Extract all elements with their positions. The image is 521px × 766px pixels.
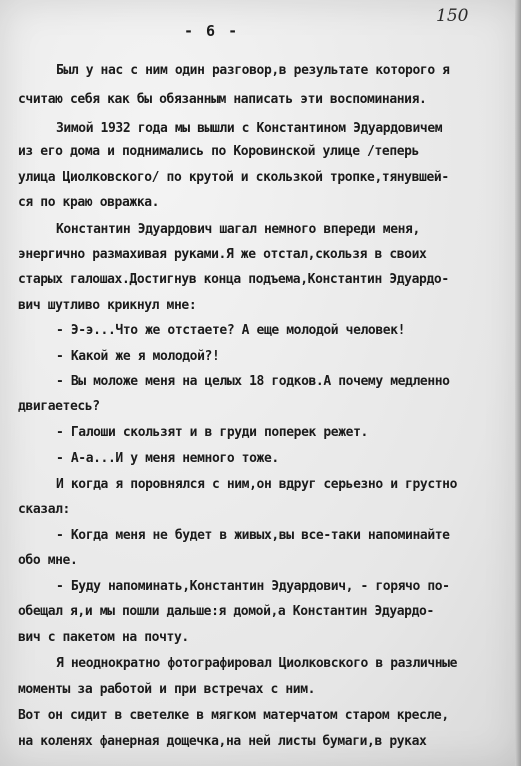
dialogue-line: - Буду напоминать,Константин Эдуардович, - горячо по- [56, 579, 450, 594]
dialogue-line: - Какой же я молодой?! [56, 349, 220, 364]
text-line: Был у нас с ним один разговор,в результате которого я [56, 63, 450, 78]
text-line: И когда я поровнялся с ним,он вдруг серьезно и грустно [56, 477, 458, 492]
text-line: ся по краю овражка. [18, 195, 160, 210]
text-line: Константин Эдуардович шагал немного впереди меня, [56, 222, 420, 237]
text-line: на коленях фанерная дощечка,на ней листы бумаги,в руках [18, 734, 427, 749]
text-line: обо мне. [18, 553, 78, 568]
text-line: считаю себя как бы обязанным написать эти воспоминания. [18, 92, 427, 107]
text-line: вич шутливо крикнул мне: [18, 298, 197, 313]
dialogue-line: - Галоши скользят и в груди поперек режет. [56, 425, 368, 440]
text-line: сказал: [18, 502, 70, 517]
text-line: из его дома и поднимались по Коровинской улице /теперь [18, 144, 420, 159]
archive-page-number: 150 [436, 6, 469, 26]
text-line: улица Циолковского/ по крутой и скользкой тропке,тянувшей- [18, 170, 449, 185]
text-line: Зимой 1932 года мы вышли с Константином Эдуардовичем [56, 121, 443, 136]
text-line: Вот он сидит в светелке в мягком матерчатом старом кресле, [18, 708, 449, 723]
text-line: энергично размахивая руками.Я же отстал,скользя в своих [18, 247, 427, 262]
dialogue-line: - Когда меня не будет в живых,вы все-таки напоминайте [56, 528, 450, 543]
text-line: вич с пакетом на почту. [18, 630, 189, 645]
text-line: обещал я,и мы пошли дальше:я домой,а Константин Эдуардо- [18, 604, 434, 619]
scan-edge-shadow [515, 0, 521, 766]
dialogue-line: - Вы моложе меня на целых 18 годков.А почему медленно [56, 374, 450, 389]
dialogue-line: - А-а...И у меня немного тоже. [56, 451, 279, 466]
text-line: Я неоднократно фотографировал Циолковского в различные [56, 656, 458, 671]
text-line: моменты за работой и при встречах с ним. [18, 682, 316, 697]
text-line: двигаетесь? [18, 399, 100, 414]
text-line: старых галошах.Достигнув конца подъема,Константин Эдуардо- [18, 272, 449, 287]
page-number: - 6 - [184, 22, 240, 40]
dialogue-line: - Э-э...Что же отстаете? А еще молодой человек! [56, 323, 406, 338]
